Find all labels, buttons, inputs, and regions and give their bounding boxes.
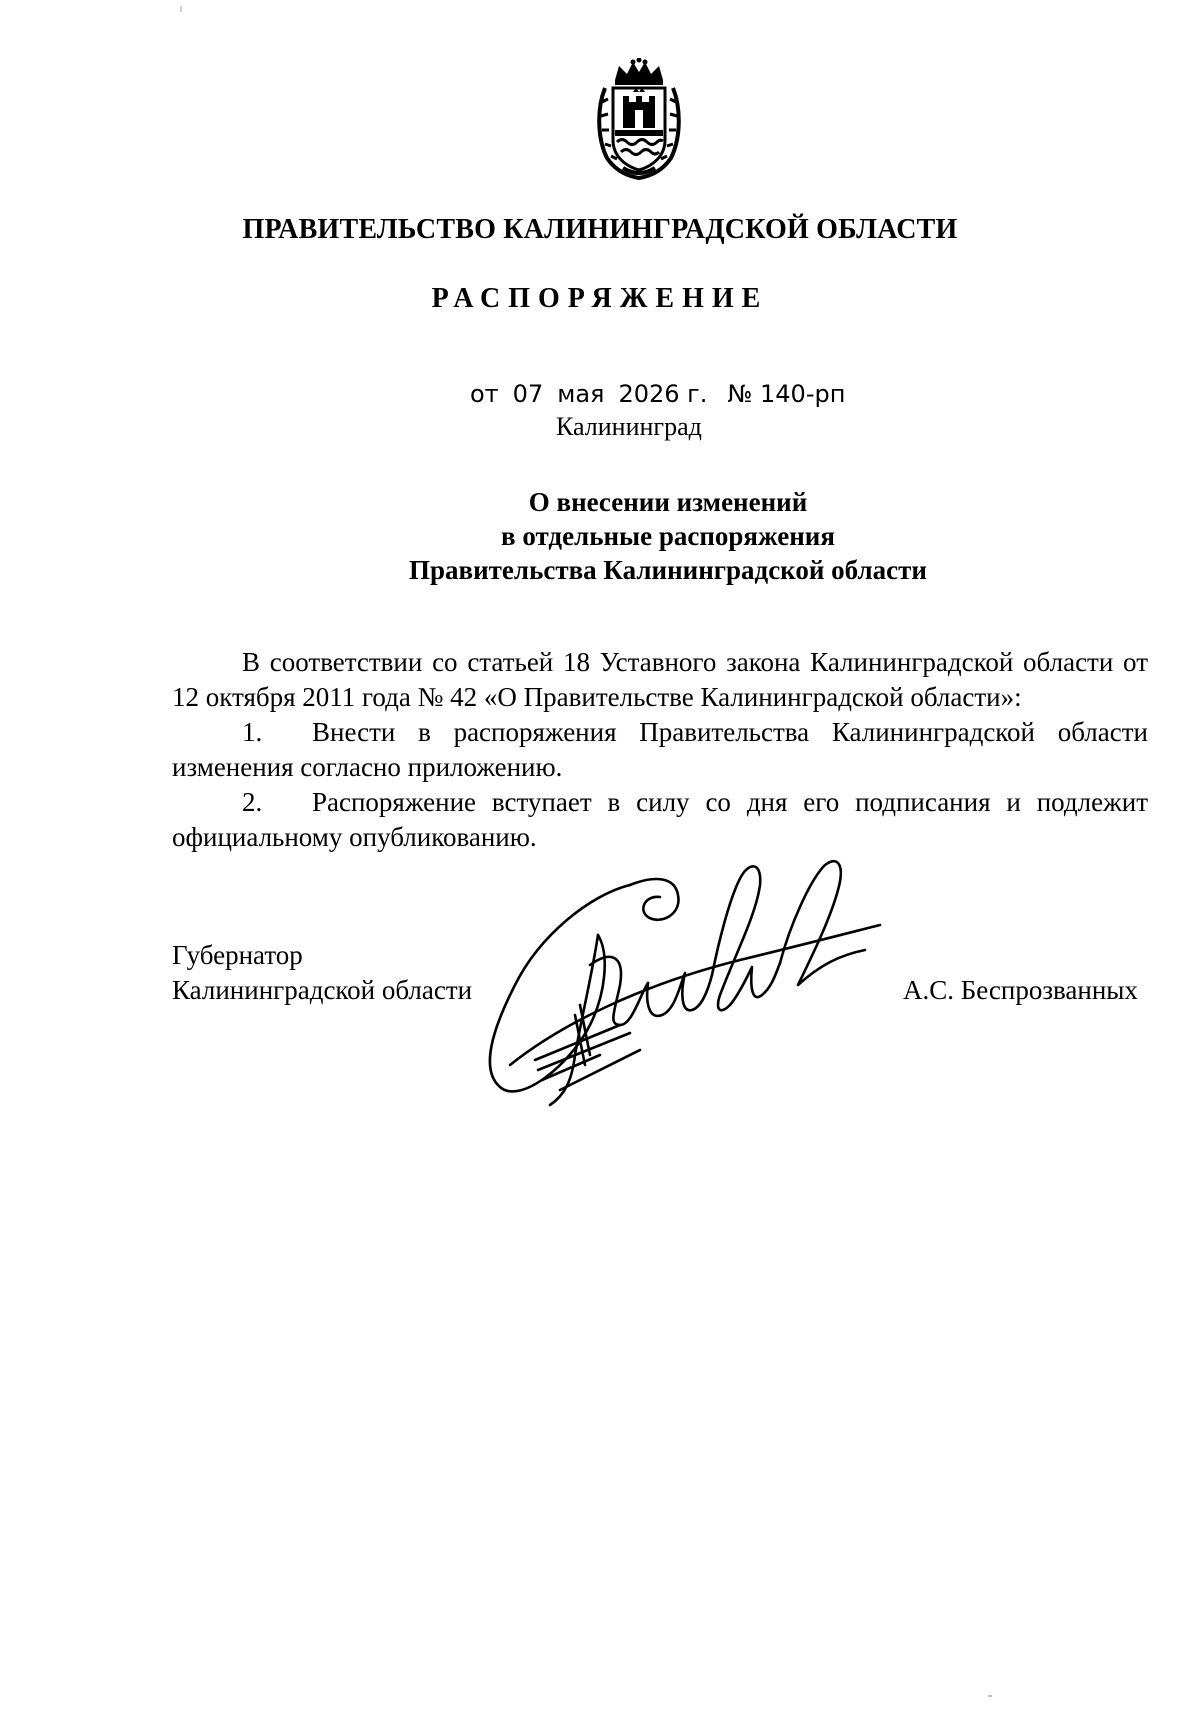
document-number: № 140-рп: [727, 380, 846, 408]
scan-edge-mark: [180, 6, 182, 12]
document-body: [172, 645, 1148, 855]
handwritten-signature-icon: [480, 855, 960, 1115]
scan-edge-mark: [988, 1695, 992, 1697]
issue-city: Калининград: [556, 412, 702, 441]
subject-line-3: Правительства Калининградской области: [409, 555, 927, 585]
coat-of-arms-icon: [593, 58, 685, 180]
signer-position: [172, 938, 472, 1008]
organization-title: ПРАВИТЕЛЬСТВО КАЛИНИНГРАДСКОЙ ОБЛАСТИ: [242, 214, 958, 245]
item-paragraph-1: [172, 715, 1148, 785]
subject-line-2: в отдельные распоряжения: [501, 521, 835, 551]
signer-position-line-2: Калининградской области: [172, 975, 473, 1005]
date-year: 2026 г.: [618, 380, 708, 408]
date-month: мая: [557, 380, 605, 408]
item-text: Распоряжение вступает в силу со дня его подписания и подлежит официальному опубликованию.: [172, 787, 1148, 852]
date-day: 07: [512, 380, 544, 408]
preamble-paragraph: В соответствии со статьей 18 Уставного закона Калининградской области от 12 октября 2011 года № 42 «О Правительстве Калининградской области»:: [172, 647, 1148, 712]
item-number: 2.: [242, 787, 263, 817]
date-prefix: от: [470, 380, 499, 408]
item-number: 1.: [242, 717, 263, 747]
signer-name: А.С. Беспрозванных: [903, 975, 1138, 1005]
document-type-title: РАСПОРЯЖЕНИЕ: [431, 283, 769, 314]
item-paragraph-2: [172, 785, 1148, 855]
item-text: Внести в распоряжения Правительства Калининградской области изменения согласно приложению.: [172, 717, 1148, 782]
subject-line-1: О внесении изменений: [528, 487, 808, 517]
document-subject: [0, 485, 1200, 587]
issue-date-line: [470, 380, 845, 408]
signer-position-line-1: Губернатор: [172, 940, 303, 970]
